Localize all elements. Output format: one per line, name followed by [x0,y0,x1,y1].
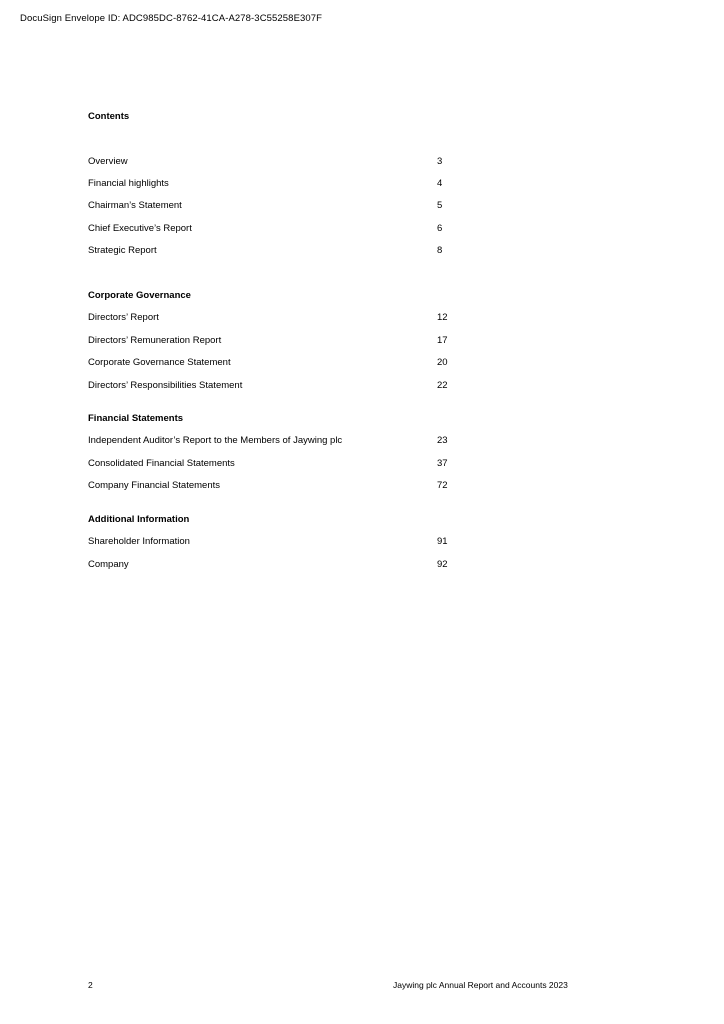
toc-label: Chairman’s Statement [88,200,182,211]
toc-row[interactable] [88,479,468,493]
toc-page: 91 [437,536,448,547]
toc-row[interactable] [88,356,468,370]
toc-label: Company [88,559,129,570]
toc-page: 5 [437,200,443,211]
toc-row[interactable] [88,379,468,393]
toc-label: Shareholder Information [88,536,190,547]
toc-row[interactable] [88,155,468,169]
section-heading-corporate-governance: Corporate Governance [88,290,191,301]
toc-label: Chief Executive’s Report [88,223,192,234]
section-heading-additional-information: Additional Information [88,514,190,525]
toc-page: 17 [437,335,448,346]
toc-page: 23 [437,435,448,446]
contents-heading: Contents [88,111,130,122]
toc-label: Overview [88,156,128,167]
toc-label: Corporate Governance Statement [88,357,231,368]
toc-row[interactable] [88,199,468,213]
toc-label: Directors’ Remuneration Report [88,335,222,346]
toc-row[interactable] [88,558,468,572]
toc-page: 12 [437,312,448,323]
footer-page-number: 2 [88,980,93,990]
toc-label: Strategic Report [88,245,157,256]
toc-row[interactable] [88,457,468,471]
toc-page: 22 [437,380,448,391]
toc-page: 72 [437,480,448,491]
toc-label: Consolidated Financial Statements [88,458,235,469]
section-heading-financial-statements: Financial Statements [88,413,184,424]
toc-page: 3 [437,156,443,167]
toc-label: Independent Auditor’s Report to the Members of Jaywing plc [88,435,343,446]
toc-row[interactable] [88,311,468,325]
toc-label: Directors’ Responsibilities Statement [88,380,243,391]
toc-page: 8 [437,245,443,256]
toc-label: Company Financial Statements [88,480,221,491]
toc-label: Directors’ Report [88,312,159,323]
toc-row[interactable] [88,244,468,258]
footer-document-title: Jaywing plc Annual Report and Accounts 2023 [393,980,568,990]
toc-row[interactable] [88,535,468,549]
envelope-id: DocuSign Envelope ID: ADC985DC-8762-41CA-A278-3C55258E307F [20,13,323,24]
toc-label: Financial highlights [88,178,169,189]
toc-row[interactable] [88,222,468,236]
toc-page: 6 [437,223,443,234]
toc-row[interactable] [88,434,468,448]
toc-page: 92 [437,559,448,570]
toc-page: 4 [437,178,443,189]
toc-page: 20 [437,357,448,368]
toc-page: 37 [437,458,448,469]
toc-row[interactable] [88,334,468,348]
toc-row[interactable] [88,177,468,191]
